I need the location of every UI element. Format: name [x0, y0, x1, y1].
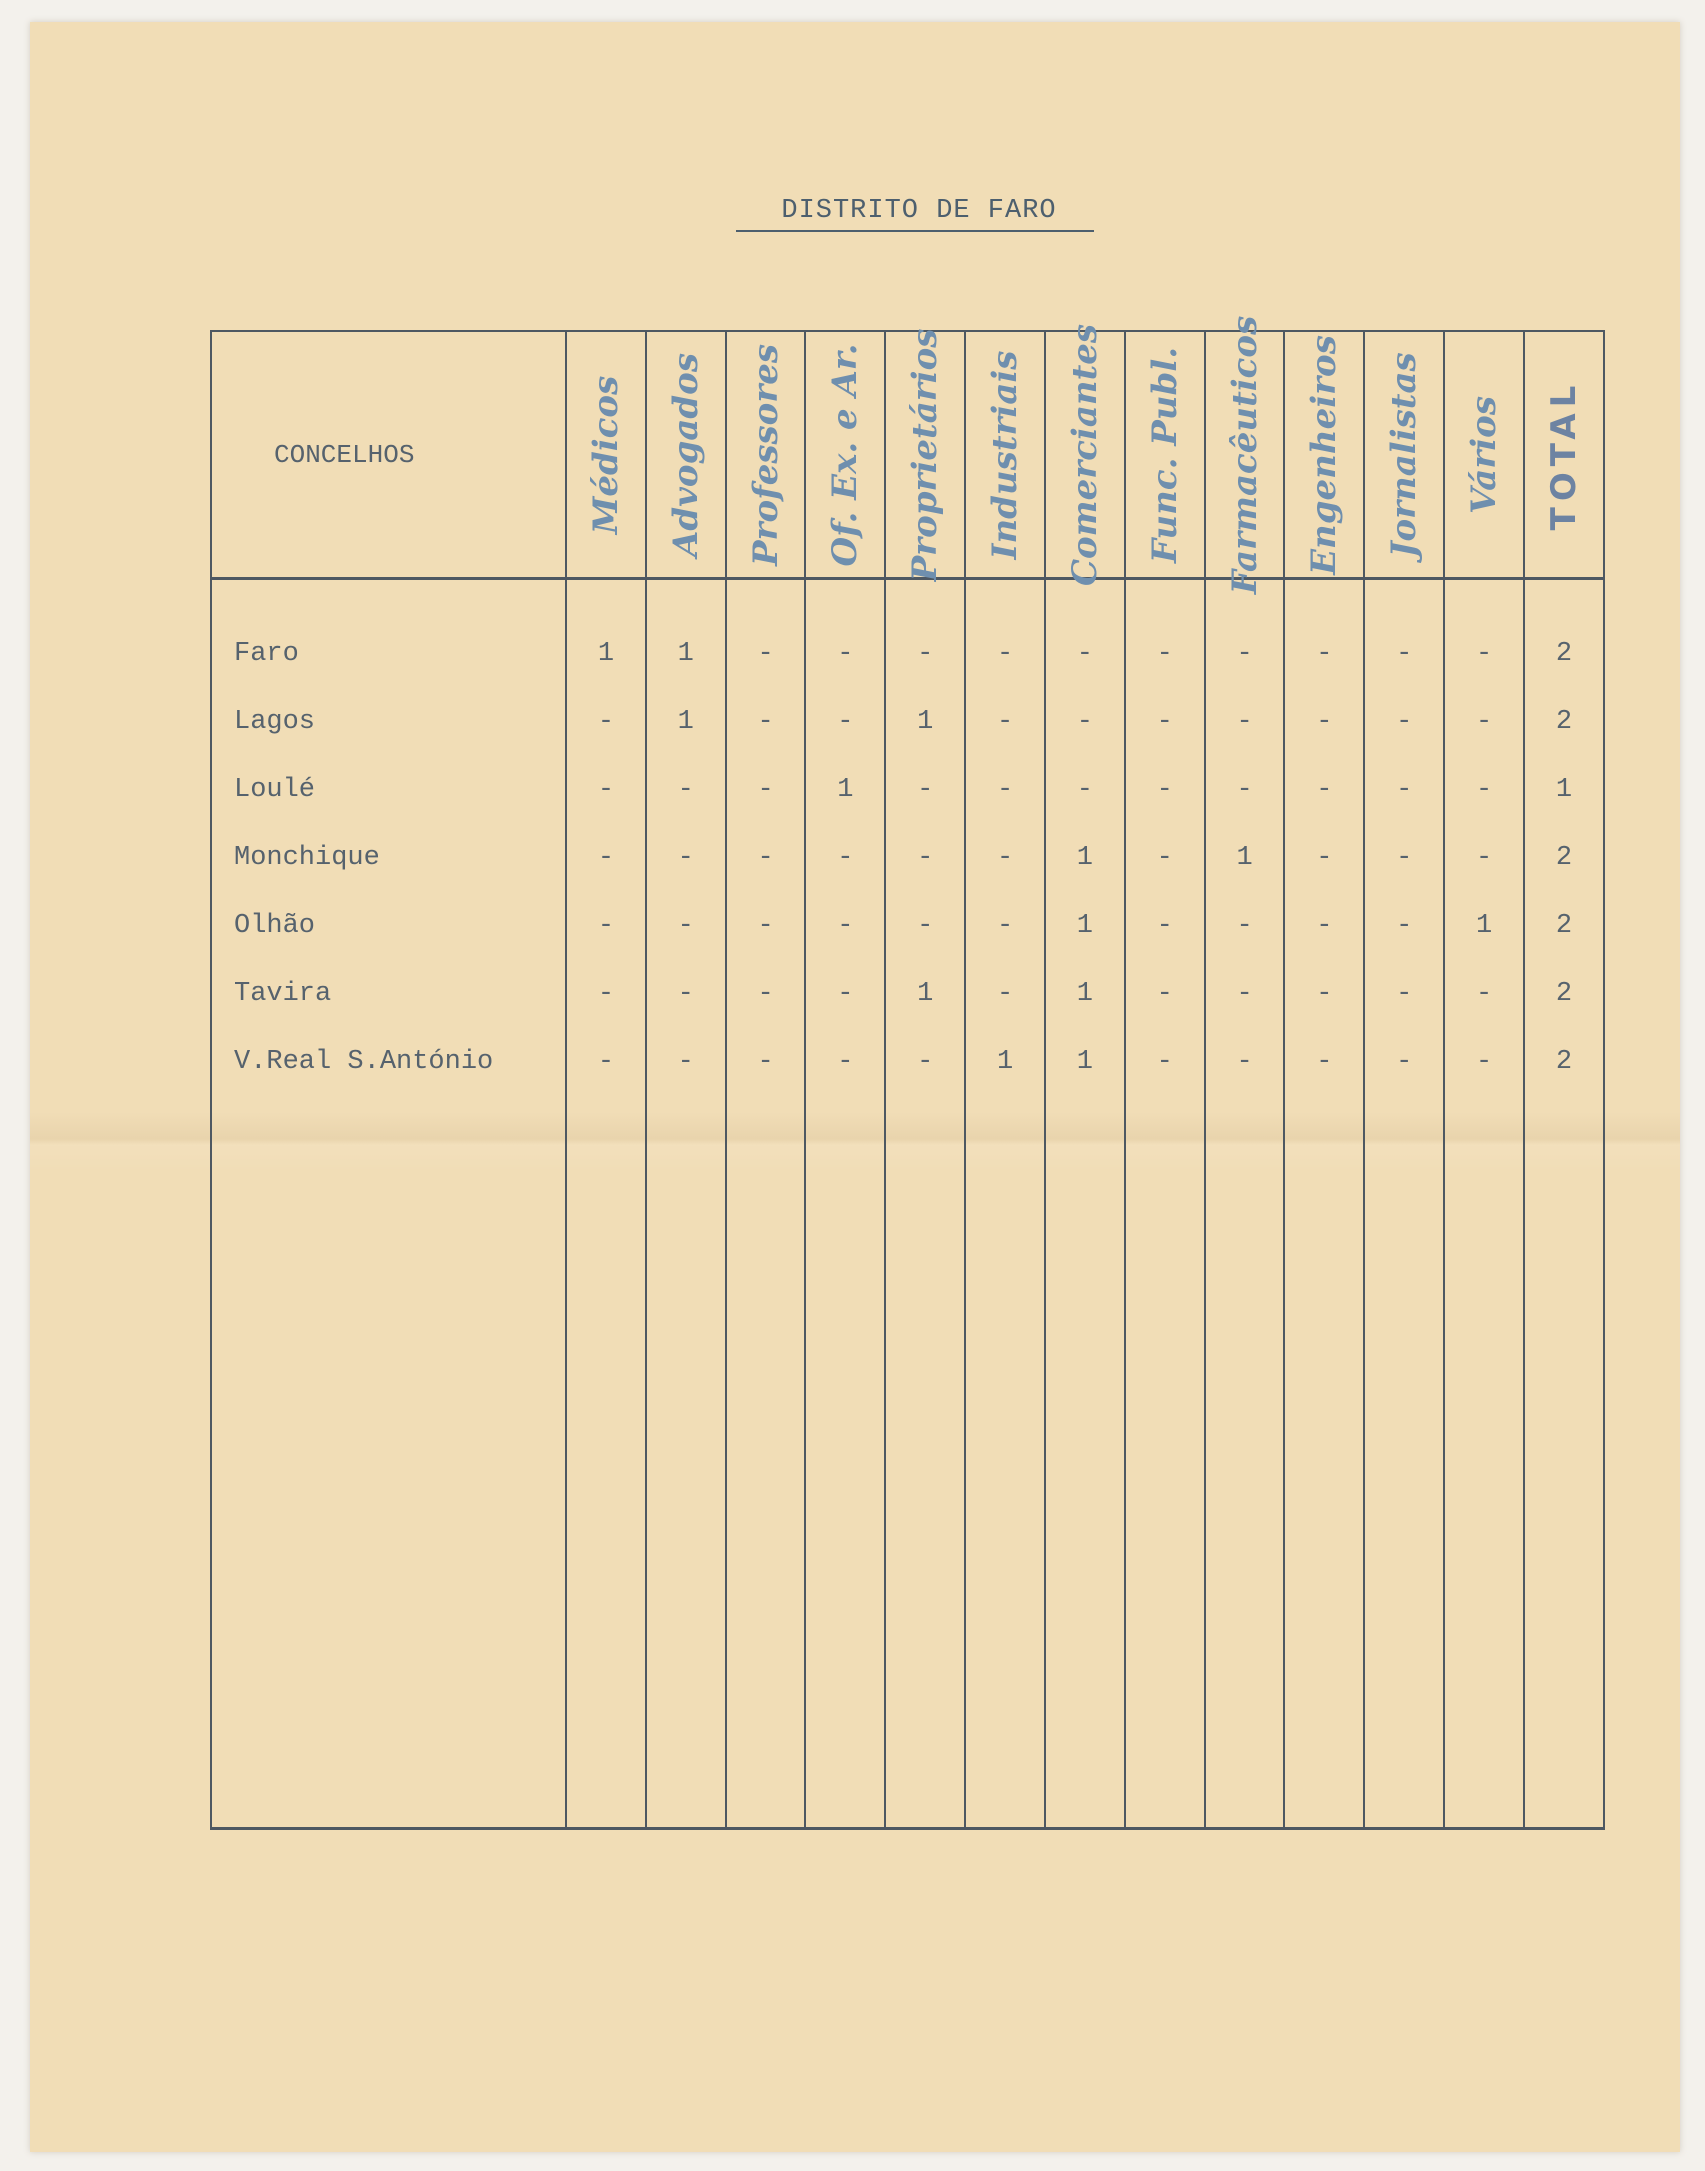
total-cell: 2: [1524, 1028, 1604, 1096]
column-header: [1284, 331, 1364, 579]
column-header: [566, 331, 646, 579]
column-header-label: Médicos: [585, 375, 626, 534]
table-cell: -: [726, 579, 806, 689]
table-cell: -: [566, 1028, 646, 1096]
table-row: [211, 824, 1604, 892]
table-row: [211, 892, 1604, 960]
total-cell: 2: [1524, 892, 1604, 960]
column-header: [805, 331, 885, 579]
table-cell: -: [566, 688, 646, 756]
concelho-name: Lagos: [211, 688, 566, 756]
total-cell: 2: [1524, 688, 1604, 756]
table-cell: -: [1364, 892, 1444, 960]
empty-cell: [211, 1096, 566, 1829]
table-cell: -: [646, 892, 726, 960]
total-header-label: TOTAL: [1544, 379, 1584, 530]
column-header-label: Professores: [745, 343, 786, 566]
empty-cell: [965, 1096, 1045, 1829]
table-cell: -: [885, 824, 965, 892]
empty-cell: [805, 1096, 885, 1829]
empty-cell: [1444, 1096, 1524, 1829]
table-cell: -: [726, 1028, 806, 1096]
column-header-label: Industriais: [985, 350, 1026, 559]
table-cell: -: [965, 892, 1045, 960]
table-cell: -: [1205, 688, 1285, 756]
table-row: [211, 688, 1604, 756]
concelho-name: Loulé: [211, 756, 566, 824]
table-cell: -: [646, 756, 726, 824]
table-cell: 1: [885, 688, 965, 756]
table-cell: -: [1284, 756, 1364, 824]
table-cell: 1: [1045, 824, 1125, 892]
table-cell: -: [1444, 579, 1524, 689]
table-cell: -: [1125, 579, 1205, 689]
concelho-name: Monchique: [211, 824, 566, 892]
total-cell: 2: [1524, 579, 1604, 689]
table-cell: -: [726, 756, 806, 824]
column-header-label: Proprietários: [905, 328, 946, 581]
table-cell: 1: [646, 579, 726, 689]
table-cell: -: [805, 1028, 885, 1096]
table-cell: -: [1045, 688, 1125, 756]
table-cell: -: [646, 1028, 726, 1096]
title-underline: [736, 230, 1094, 232]
table-row: [211, 960, 1604, 1028]
table-cell: -: [1045, 579, 1125, 689]
table-cell: -: [965, 579, 1045, 689]
column-header: [1444, 331, 1524, 579]
table-row: [211, 756, 1604, 824]
table-cell: -: [566, 756, 646, 824]
empty-cell: [885, 1096, 965, 1829]
table-cell: -: [805, 960, 885, 1028]
table-cell: -: [1364, 688, 1444, 756]
concelho-name: Faro: [211, 579, 566, 689]
table-cell: -: [1364, 756, 1444, 824]
total-cell: 2: [1524, 824, 1604, 892]
concelho-name: Olhão: [211, 892, 566, 960]
occupation-table: [210, 315, 1605, 1830]
total-cell: 1: [1524, 756, 1604, 824]
concelho-name: Tavira: [211, 960, 566, 1028]
column-header: [965, 331, 1045, 579]
table-cell: -: [1045, 756, 1125, 824]
table-cell: -: [1444, 688, 1524, 756]
table-cell: -: [1125, 960, 1205, 1028]
table-cell: -: [1284, 579, 1364, 689]
table-cell: -: [1284, 1028, 1364, 1096]
empty-cell: [566, 1096, 646, 1829]
column-header-label: Farmacêuticos: [1224, 315, 1265, 594]
concelho-name: V.Real S.António: [211, 1028, 566, 1096]
table-cell: -: [1364, 579, 1444, 689]
table-cell: -: [1205, 892, 1285, 960]
table-cell: -: [885, 579, 965, 689]
table-cell: 1: [1045, 892, 1125, 960]
table-row: [211, 1028, 1604, 1096]
column-header: [1364, 331, 1444, 579]
table-cell: -: [1364, 824, 1444, 892]
table-cell: -: [1205, 756, 1285, 824]
table-cell: -: [566, 892, 646, 960]
table-cell: -: [1205, 579, 1285, 689]
column-header-label: Engenheiros: [1304, 334, 1345, 575]
table-cell: -: [1284, 892, 1364, 960]
table-cell: -: [1125, 892, 1205, 960]
empty-cell: [1524, 1096, 1604, 1829]
empty-cell: [1045, 1096, 1125, 1829]
table-cell: -: [726, 824, 806, 892]
table-cell: -: [805, 892, 885, 960]
column-header: [1205, 315, 1285, 594]
table-cell: -: [805, 688, 885, 756]
empty-cell: [646, 1096, 726, 1829]
table-cell: -: [1364, 1028, 1444, 1096]
column-header-label: Jornalistas: [1384, 351, 1425, 558]
table-cell: -: [566, 960, 646, 1028]
table-cell: -: [1284, 688, 1364, 756]
empty-cell: [1205, 1096, 1285, 1829]
column-header: [726, 331, 806, 579]
table-cell: -: [1205, 1028, 1285, 1096]
empty-cell: [1284, 1096, 1364, 1829]
table-cell: 1: [885, 960, 965, 1028]
table-cell: -: [965, 688, 1045, 756]
empty-cell: [1364, 1096, 1444, 1829]
table-cell: -: [1125, 688, 1205, 756]
table-cell: -: [566, 824, 646, 892]
table-cell: -: [1364, 960, 1444, 1028]
table-cell: 1: [566, 579, 646, 689]
table-header-row: [211, 331, 1604, 579]
column-header-label: Comerciantes: [1064, 323, 1105, 586]
table-cell: -: [1444, 960, 1524, 1028]
table-cell: -: [885, 756, 965, 824]
document-title: DISTRITO DE FARO: [781, 196, 1057, 226]
table-cell: 1: [1045, 1028, 1125, 1096]
column-header: [885, 328, 965, 581]
empty-cell: [726, 1096, 806, 1829]
column-header: [1125, 331, 1205, 579]
table-cell: -: [805, 579, 885, 689]
table-cell: -: [965, 756, 1045, 824]
table-cell: -: [1125, 756, 1205, 824]
table-cell: -: [1205, 960, 1285, 1028]
column-header-label: Advogados: [665, 352, 706, 557]
table-cell: -: [726, 960, 806, 1028]
column-header-label: Of. Ex. e Ar.: [825, 342, 866, 567]
table-cell: 1: [1444, 892, 1524, 960]
column-header: [1045, 323, 1125, 586]
table-row: [211, 579, 1604, 689]
table-cell: -: [1444, 1028, 1524, 1096]
table-cell: -: [885, 892, 965, 960]
table-cell: 1: [646, 688, 726, 756]
table-cell: -: [805, 824, 885, 892]
table-cell: 1: [1045, 960, 1125, 1028]
table-cell: -: [1284, 824, 1364, 892]
table-cell: 1: [805, 756, 885, 824]
column-header: [646, 331, 726, 579]
table-cell: -: [1125, 1028, 1205, 1096]
table-cell: -: [1444, 824, 1524, 892]
column-header-label: Func. Publ.: [1144, 346, 1185, 563]
table-cell: 1: [965, 1028, 1045, 1096]
table-cell: -: [646, 960, 726, 1028]
table-cell: -: [965, 960, 1045, 1028]
table-cell: -: [1125, 824, 1205, 892]
table-cell: -: [885, 1028, 965, 1096]
total-header: [1524, 331, 1604, 579]
total-cell: 2: [1524, 960, 1604, 1028]
column-header-label: Vários: [1464, 395, 1505, 514]
table-cell: -: [965, 824, 1045, 892]
empty-table-area: [211, 1096, 1604, 1829]
empty-cell: [1125, 1096, 1205, 1829]
table-cell: 1: [1205, 824, 1285, 892]
table-cell: -: [646, 824, 726, 892]
table-cell: -: [726, 688, 806, 756]
concelhos-header: CONCELHOS: [211, 331, 566, 579]
table-cell: -: [726, 892, 806, 960]
table-cell: -: [1444, 756, 1524, 824]
table-cell: -: [1284, 960, 1364, 1028]
